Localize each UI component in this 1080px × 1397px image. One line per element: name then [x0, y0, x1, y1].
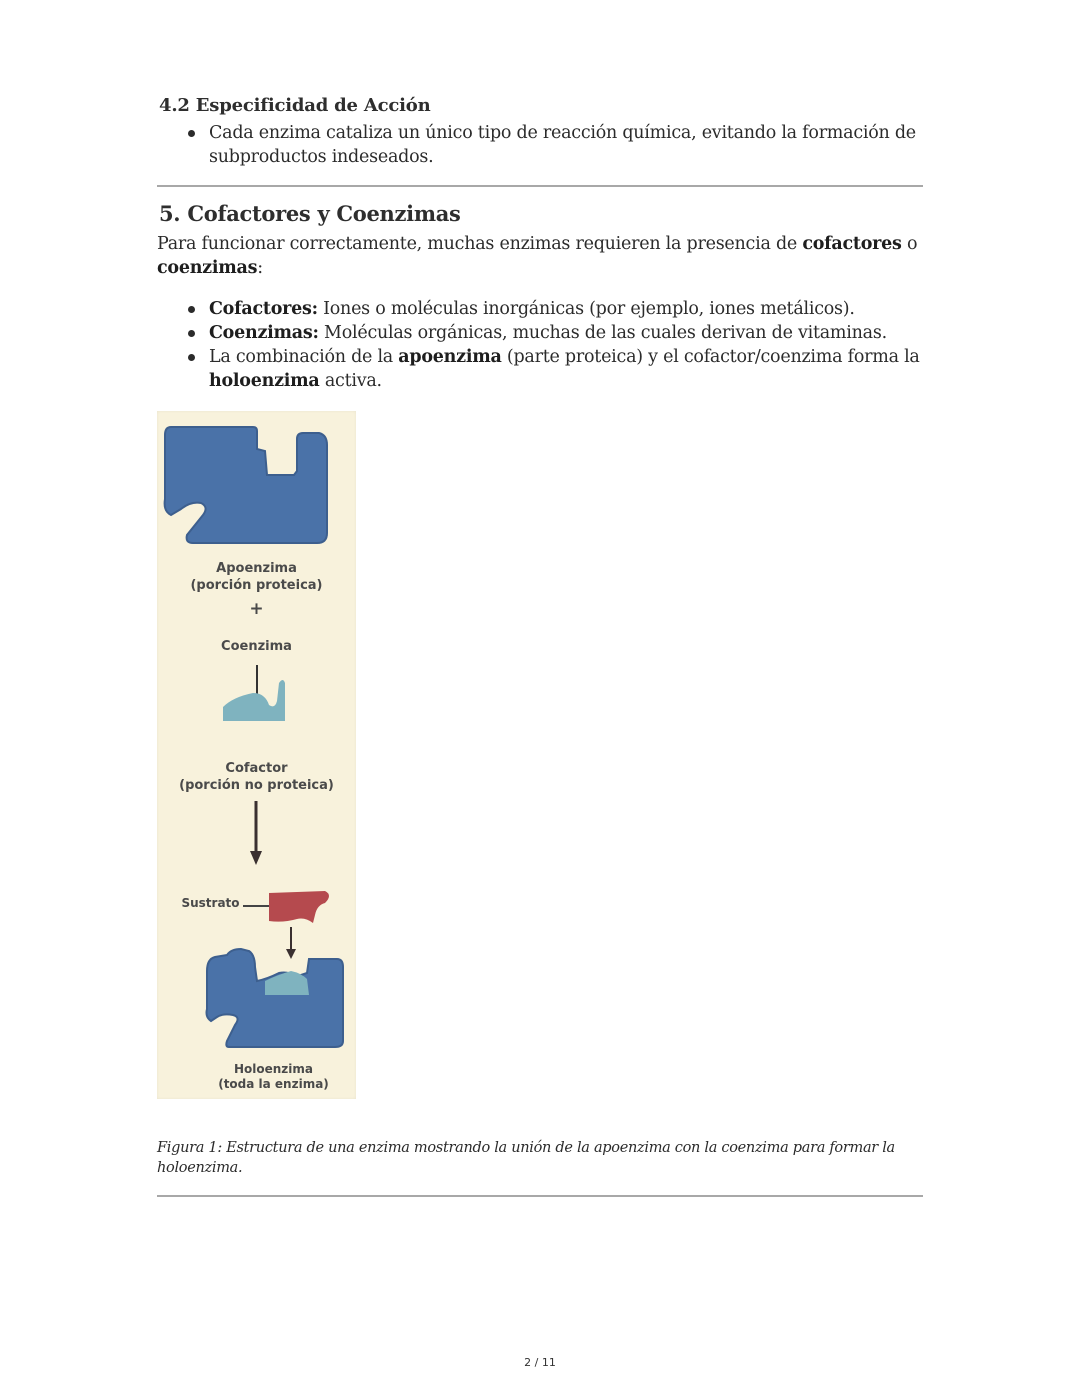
divider: [157, 185, 923, 187]
arrow-down-icon: [286, 949, 296, 959]
list-item-coenzimas: Coenzimas: Moléculas orgánicas, muchas de las cuales derivan de vitaminas.: [157, 321, 923, 345]
divider: [157, 1195, 923, 1197]
label-apoenzima-sub: (porción proteica): [190, 578, 323, 593]
section-heading-5: 5. Cofactores y Coenzimas: [159, 201, 461, 226]
list-item-holoenzima: La combinación de la apoenzima (parte proteica) y el cofactor/coenzima forma la holoenzima activa.: [157, 345, 923, 393]
label-cofactor-sub: (porción no proteica): [179, 778, 334, 793]
specificity-list: [157, 121, 923, 169]
label-sustrato: Sustrato: [181, 896, 240, 910]
arrow-down-icon: [250, 851, 262, 865]
figure-caption: Figura 1: Estructura de una enzima mostrando la unión de la apoenzima con la coenzima para formar la holoenzima.: [157, 1140, 895, 1176]
enzyme-diagram: [157, 411, 356, 1099]
intro-paragraph: Para funcionar correctamente, muchas enzimas requieren la presencia de cofactores o coenzimas:: [157, 234, 918, 278]
label-holoenzima-sub: (toda la enzima): [218, 1077, 329, 1091]
enzyme-figure: [157, 411, 356, 1099]
holoenzyme-shape: [207, 949, 344, 1047]
label-coenzima: Coenzima: [221, 639, 292, 654]
label-holoenzima: Holoenzima: [233, 1062, 314, 1076]
list-item-cofactores: Cofactores: Iones o moléculas inorgánicas (por ejemplo, iones metálicos).: [157, 297, 923, 321]
apoenzyme-shape: [165, 427, 327, 543]
coenzyme-shape: [223, 680, 285, 721]
cofactor-list: [157, 297, 923, 393]
page-number: 2 / 11: [524, 1356, 556, 1369]
plus-icon: +: [249, 599, 264, 619]
list-item: Cada enzima cataliza un único tipo de reacción química, evitando la formación de subproductos indeseados.: [157, 121, 923, 169]
section-heading-4-2: 4.2 Especificidad de Acción: [159, 95, 431, 116]
label-cofactor: Cofactor: [225, 761, 288, 776]
label-apoenzima: Apoenzima: [216, 561, 297, 576]
